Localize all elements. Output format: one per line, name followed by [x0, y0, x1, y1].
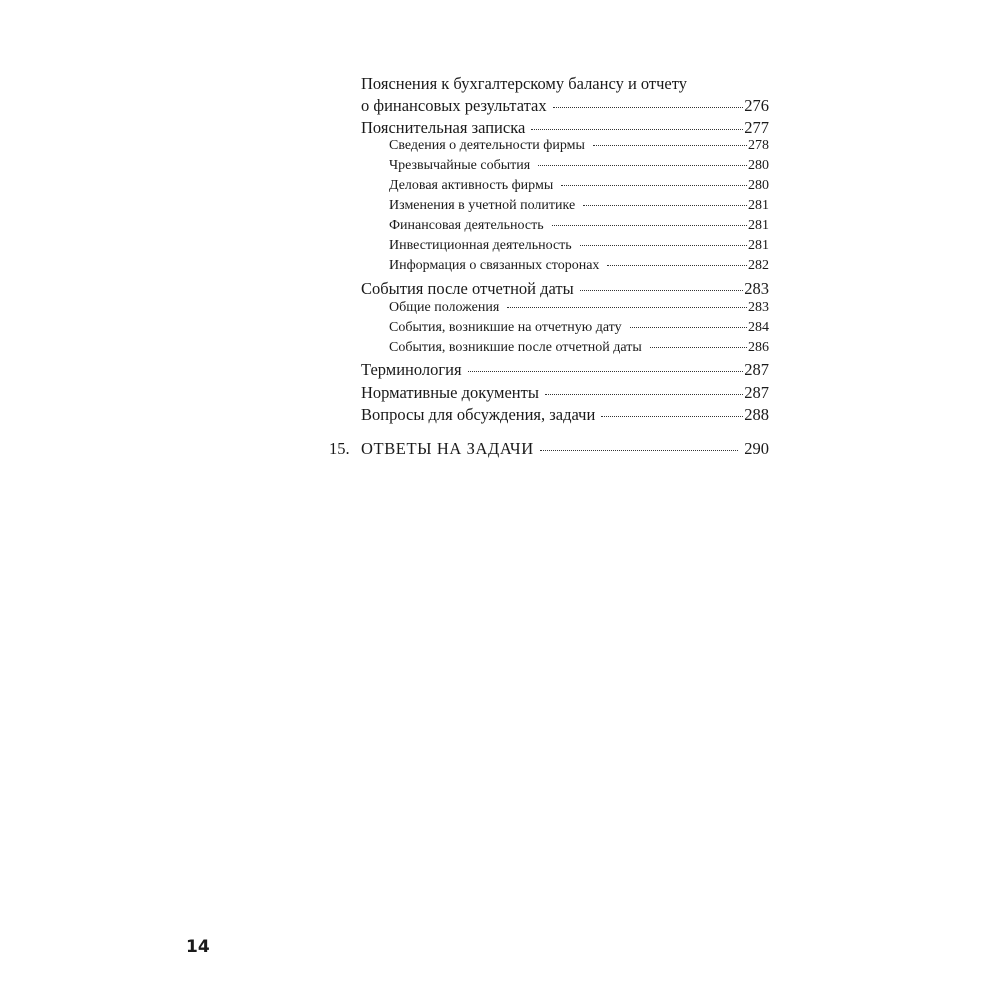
dot-leader	[630, 327, 747, 328]
toc-entry[interactable]	[361, 360, 769, 380]
dot-leader	[583, 205, 747, 206]
toc-entry-title: Изменения в учетной политике	[389, 198, 576, 213]
toc-entry-title: Вопросы для обсуждения, задачи	[361, 405, 596, 424]
toc-page-number: 288	[744, 405, 769, 424]
toc-entry-title: Финансовая деятельность	[389, 218, 544, 233]
toc-entry-title: Деловая активность фирмы	[389, 178, 554, 193]
toc-subentry[interactable]	[389, 258, 769, 274]
toc-page-number: 287	[744, 383, 769, 402]
dot-leader	[552, 225, 747, 226]
toc-page-number: 284	[748, 320, 769, 335]
toc-entry-title: Чрезвычайные события	[389, 158, 531, 173]
toc-entry-title: Пояснительная записка	[361, 118, 526, 137]
toc-entry[interactable]	[361, 279, 769, 299]
toc-entry-title: о финансовых результатах	[361, 96, 547, 115]
toc-page-number: 281	[748, 198, 769, 213]
toc-chapter-entry[interactable]	[329, 439, 769, 459]
dot-leader	[507, 307, 747, 308]
toc-entry-title: Информация о связанных сторонах	[389, 258, 600, 273]
toc-subentry[interactable]	[389, 300, 769, 316]
toc-subentry[interactable]	[389, 178, 769, 194]
toc-subentry[interactable]	[389, 198, 769, 214]
page-number: 14	[186, 937, 210, 957]
toc-entry-title: События после отчетной даты	[361, 279, 574, 298]
toc-subentry[interactable]	[389, 238, 769, 254]
dot-leader	[580, 290, 744, 291]
toc-entry-title: Инвестиционная деятельность	[389, 238, 572, 253]
dot-leader	[607, 265, 747, 266]
dot-leader	[601, 416, 743, 417]
toc-page-number: 287	[744, 360, 769, 379]
toc-entry-title: Терминология	[361, 360, 462, 379]
toc-entry-title: События, возникшие после отчетной даты	[389, 340, 642, 355]
dot-leader	[650, 347, 747, 348]
toc-entry-title: Общие положения	[389, 300, 500, 315]
toc-subentry[interactable]	[389, 158, 769, 174]
toc-subentry[interactable]	[389, 320, 769, 336]
toc-entry[interactable]	[361, 118, 769, 138]
toc-page-number: 282	[748, 258, 769, 273]
dot-leader	[531, 129, 743, 130]
toc-page-number: 281	[748, 238, 769, 253]
toc-page-number: 283	[744, 279, 769, 298]
dot-leader	[593, 145, 747, 146]
dot-leader	[468, 371, 744, 372]
toc-entry[interactable]	[361, 383, 769, 403]
dot-leader	[561, 185, 747, 186]
toc-page-number: 276	[744, 96, 769, 115]
toc-page-number: 290	[744, 439, 769, 458]
toc-page-number: 281	[748, 218, 769, 233]
dot-leader	[538, 165, 747, 166]
toc-page-number: 286	[748, 340, 769, 355]
toc-entry-title: Сведения о деятельности фирмы	[389, 138, 585, 153]
toc-entry-title-line1: Пояснения к бухгалтерскому балансу и отчету	[361, 74, 688, 93]
dot-leader	[580, 245, 747, 246]
chapter-number: 15.	[329, 439, 350, 458]
toc-entry[interactable]	[361, 96, 769, 116]
toc-entry-title: События, возникшие на отчетную дату	[389, 320, 622, 335]
toc-subentry[interactable]	[389, 340, 769, 356]
toc-page-number: 280	[748, 178, 769, 193]
dot-leader	[540, 450, 739, 451]
dot-leader	[553, 107, 744, 108]
dot-leader	[545, 394, 743, 395]
toc-page-number: 277	[744, 118, 769, 137]
toc-page-number: 283	[748, 300, 769, 315]
toc-entry[interactable]	[361, 405, 769, 425]
toc-entry-title: Нормативные документы	[361, 383, 539, 402]
toc-page-number: 278	[748, 138, 769, 153]
toc-subentry[interactable]	[389, 138, 769, 154]
toc-page-number: 280	[748, 158, 769, 173]
chapter-title: ОТВЕТЫ НА ЗАДАЧИ	[361, 439, 534, 458]
toc-subentry[interactable]	[389, 218, 769, 234]
